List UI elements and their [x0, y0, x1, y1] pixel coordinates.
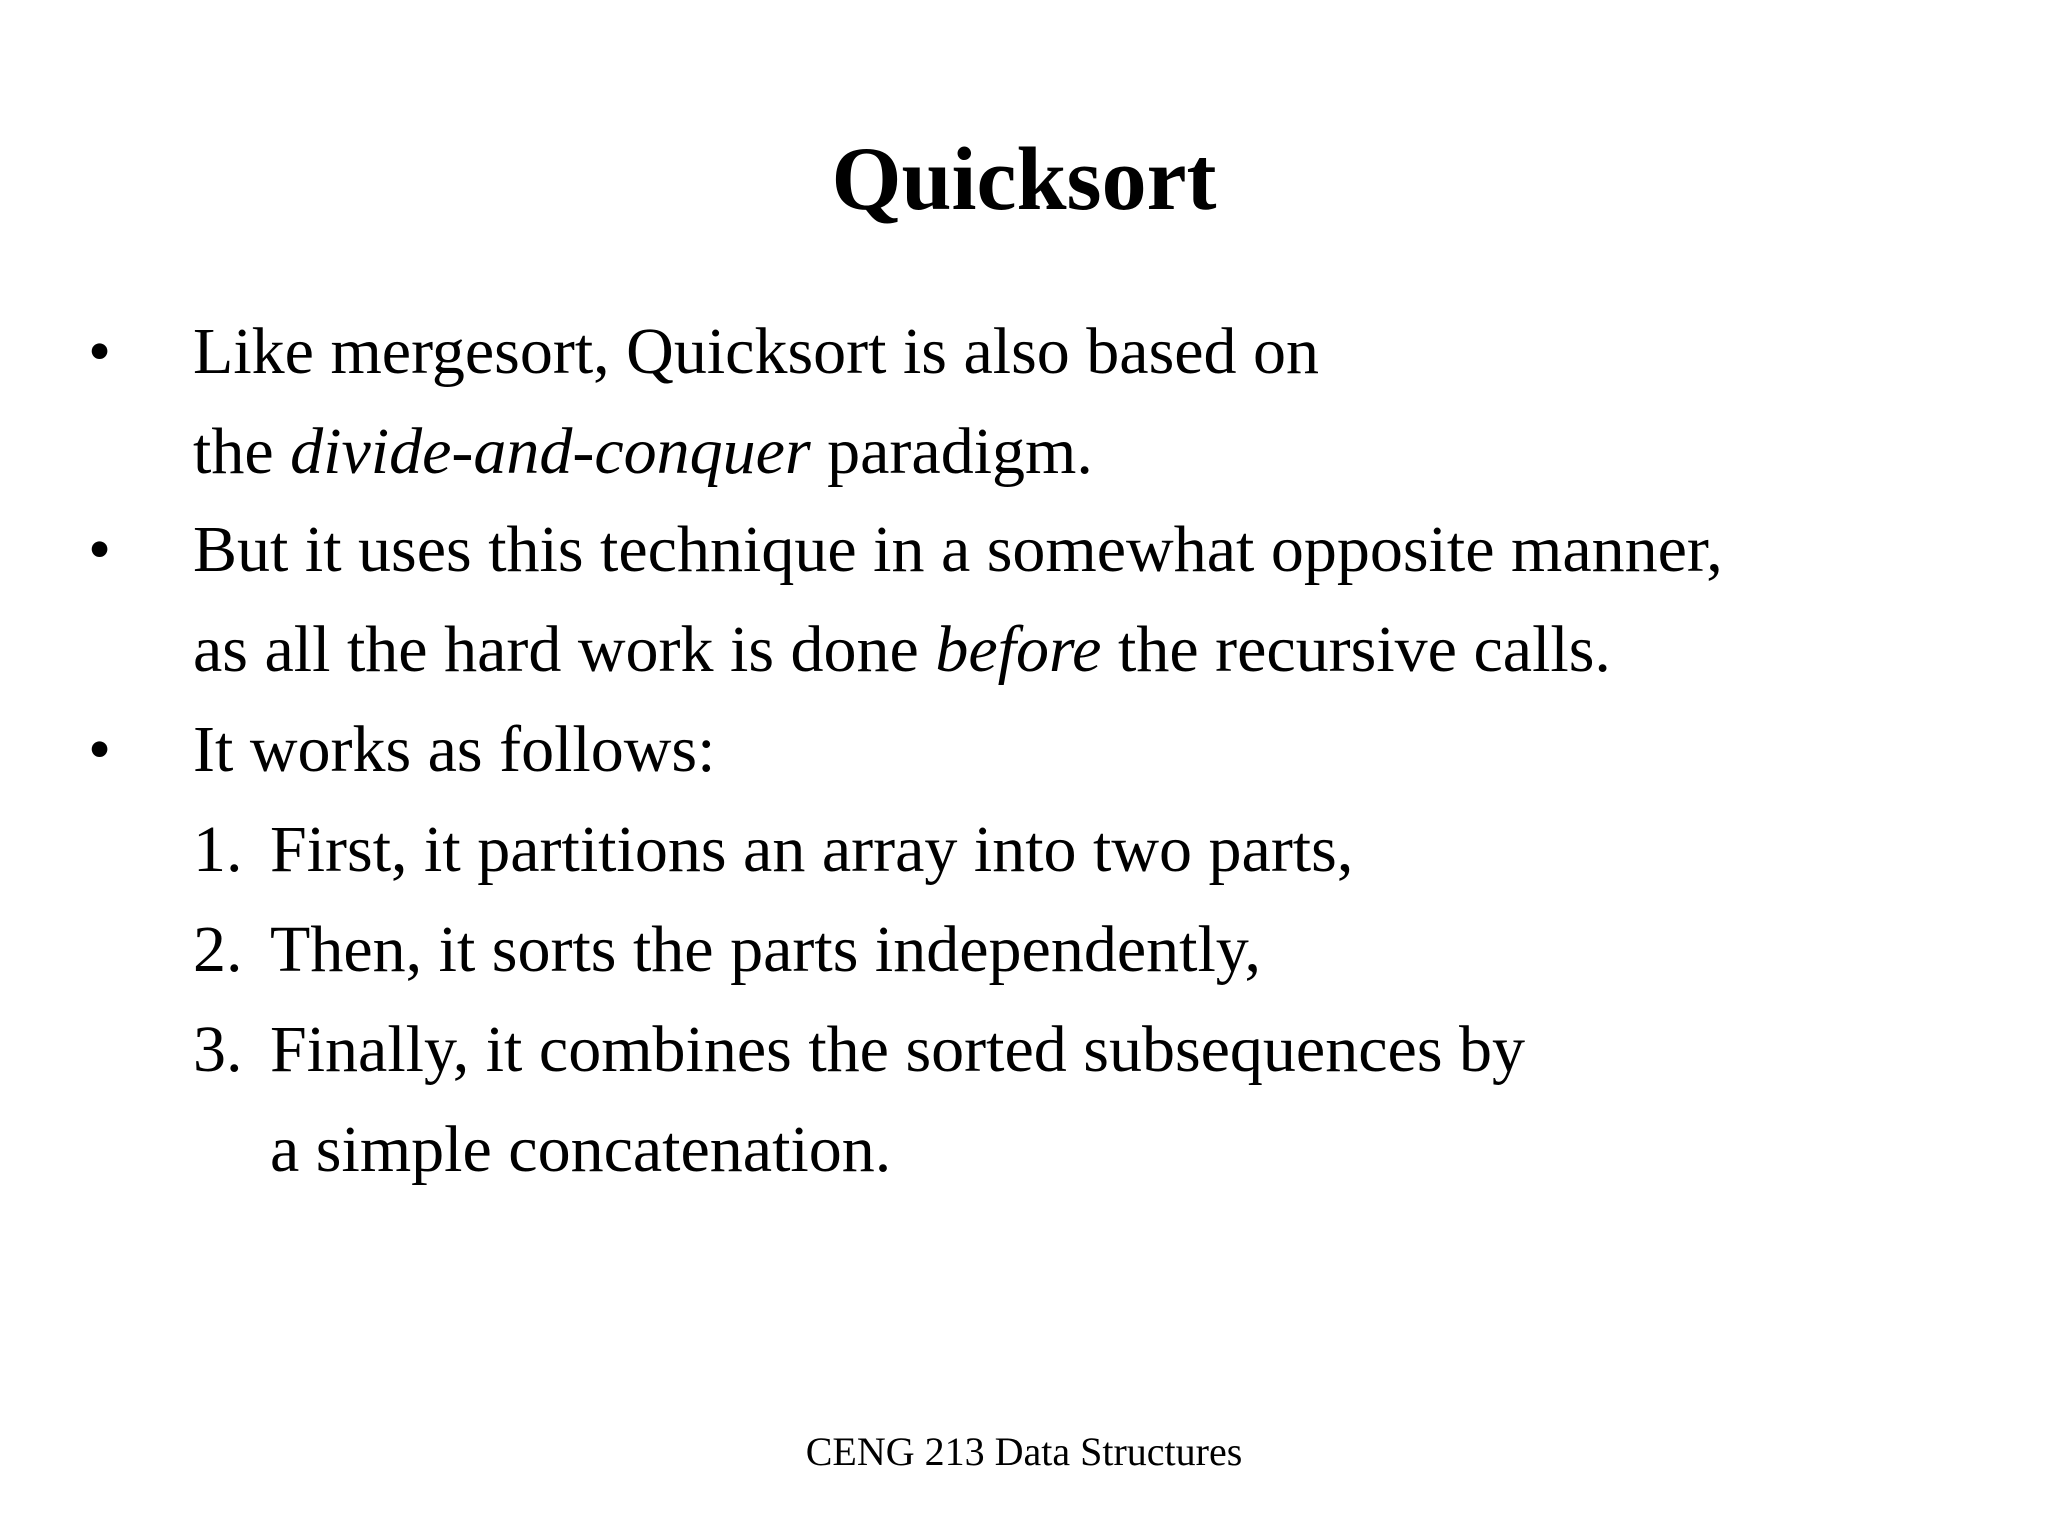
- step-number: 3.: [193, 1013, 243, 1086]
- bullet-1-line-2: the divide-and-conquer paradigm.: [193, 415, 1093, 488]
- step-number: 1.: [193, 813, 243, 886]
- slide-title: Quicksort: [831, 130, 1217, 229]
- step-2-text: Then, it sorts the parts independently,: [270, 913, 1261, 986]
- bullet-2-line-2: as all the hard work is done before the recursive calls.: [193, 613, 1611, 686]
- emphasis-divide-and-conquer: divide-and-conquer: [290, 415, 811, 488]
- bullet-marker: •: [88, 315, 112, 388]
- bullet-1-line-1: Like mergesort, Quicksort is also based on: [193, 315, 1320, 388]
- bullet-2-line-1: But it uses this technique in a somewhat opposite manner,: [193, 513, 1723, 586]
- bullet-marker: •: [88, 513, 112, 586]
- bullet-3-line-1: It works as follows:: [193, 713, 716, 786]
- emphasis-before: before: [935, 613, 1102, 686]
- step-number: 2.: [193, 913, 243, 986]
- step-3-text: Finally, it combines the sorted subsequences by: [270, 1013, 1525, 1086]
- bullet-marker: •: [88, 713, 112, 786]
- step-3-continuation: a simple concatenation.: [270, 1113, 892, 1186]
- slide-footer: CENG 213 Data Structures: [805, 1429, 1243, 1474]
- step-1-text: First, it partitions an array into two parts,: [270, 813, 1354, 886]
